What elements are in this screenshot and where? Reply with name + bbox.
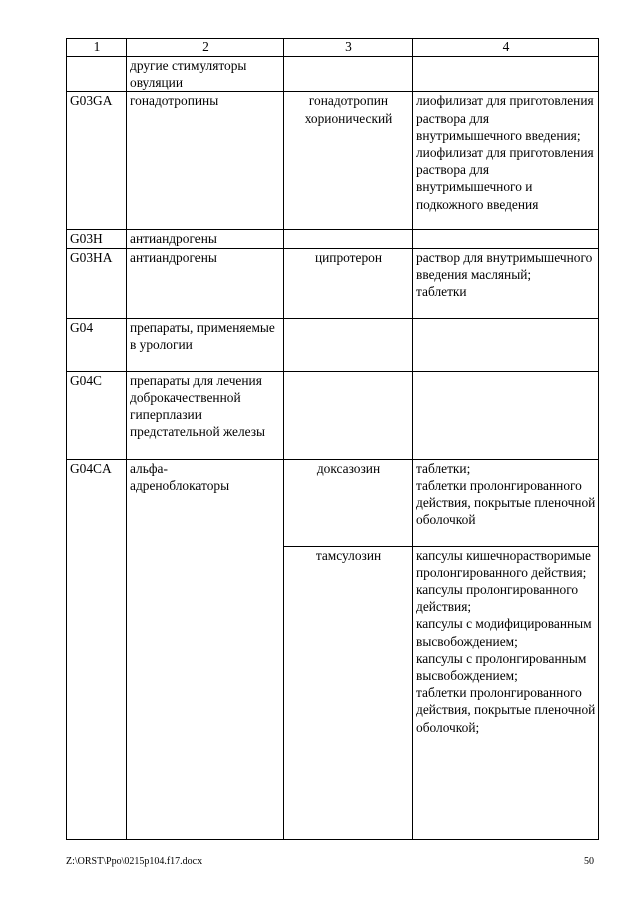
drug-name-cell: ципротерон [284,248,413,318]
dosage-form-cell [413,230,599,248]
table-row [67,459,599,546]
footer-file-path: Z:\ORST\Ppo\0215p104.f17.docx [66,856,203,867]
column-number-header: 1 [67,39,127,57]
footer-page-number: 50 [584,856,594,867]
table-row [67,318,599,371]
atc-code-cell: G04 [67,318,127,371]
dosage-form-cell: капсулы кишечнорастворимые пролонгированного действия; капсулы пролонгированного действия; капсулы с модифицированным высвобождением; капсулы с пролонгированным высвобождением; таблетки пролонгированного действия, покрытые пленочной оболочкой; [413,546,599,839]
dosage-form-cell: лиофилизат для приготовления раствора для внутримышечного введения; лиофилизат для приготовления раствора для внутримышечного и подкожного введения [413,92,599,230]
table-header-row [67,39,599,57]
dosage-form-cell: таблетки; таблетки пролонгированного действия, покрытые пленочной оболочкой [413,459,599,546]
group-name-cell: альфа- адреноблокаторы [127,459,284,839]
group-name-cell: другие стимуляторы овуляции [127,57,284,92]
group-name-cell: антиандрогены [127,248,284,318]
drug-name-cell [284,318,413,371]
atc-code-cell [67,57,127,92]
atc-code-cell: G04CA [67,459,127,839]
dosage-form-cell [413,57,599,92]
group-name-cell: антиандрогены [127,230,284,248]
dosage-form-cell [413,371,599,459]
drug-name-cell [284,371,413,459]
table-row [67,248,599,318]
atc-code-cell: G03GA [67,92,127,230]
atc-code-cell: G03HA [67,248,127,318]
column-number-header: 4 [413,39,599,57]
drug-name-cell [284,230,413,248]
dosage-form-cell: раствор для внутримышечного введения масляный; таблетки [413,248,599,318]
drug-name-cell [284,57,413,92]
table-row [67,371,599,459]
group-name-cell: препараты, применяемые в урологии [127,318,284,371]
drug-classification-table [66,38,599,840]
drug-name-cell: доксазозин [284,459,413,546]
column-number-header: 3 [284,39,413,57]
table-row [67,230,599,248]
group-name-cell: гонадотропины [127,92,284,230]
drug-name-cell: гонадотропин хорионический [284,92,413,230]
atc-code-cell: G03H [67,230,127,248]
table-row [67,92,599,230]
group-name-cell: препараты для лечения доброкачественной гиперплазии предстательной железы [127,371,284,459]
table-row [67,57,599,92]
column-number-header: 2 [127,39,284,57]
atc-code-cell: G04C [67,371,127,459]
dosage-form-cell [413,318,599,371]
drug-name-cell: тамсулозин [284,546,413,839]
